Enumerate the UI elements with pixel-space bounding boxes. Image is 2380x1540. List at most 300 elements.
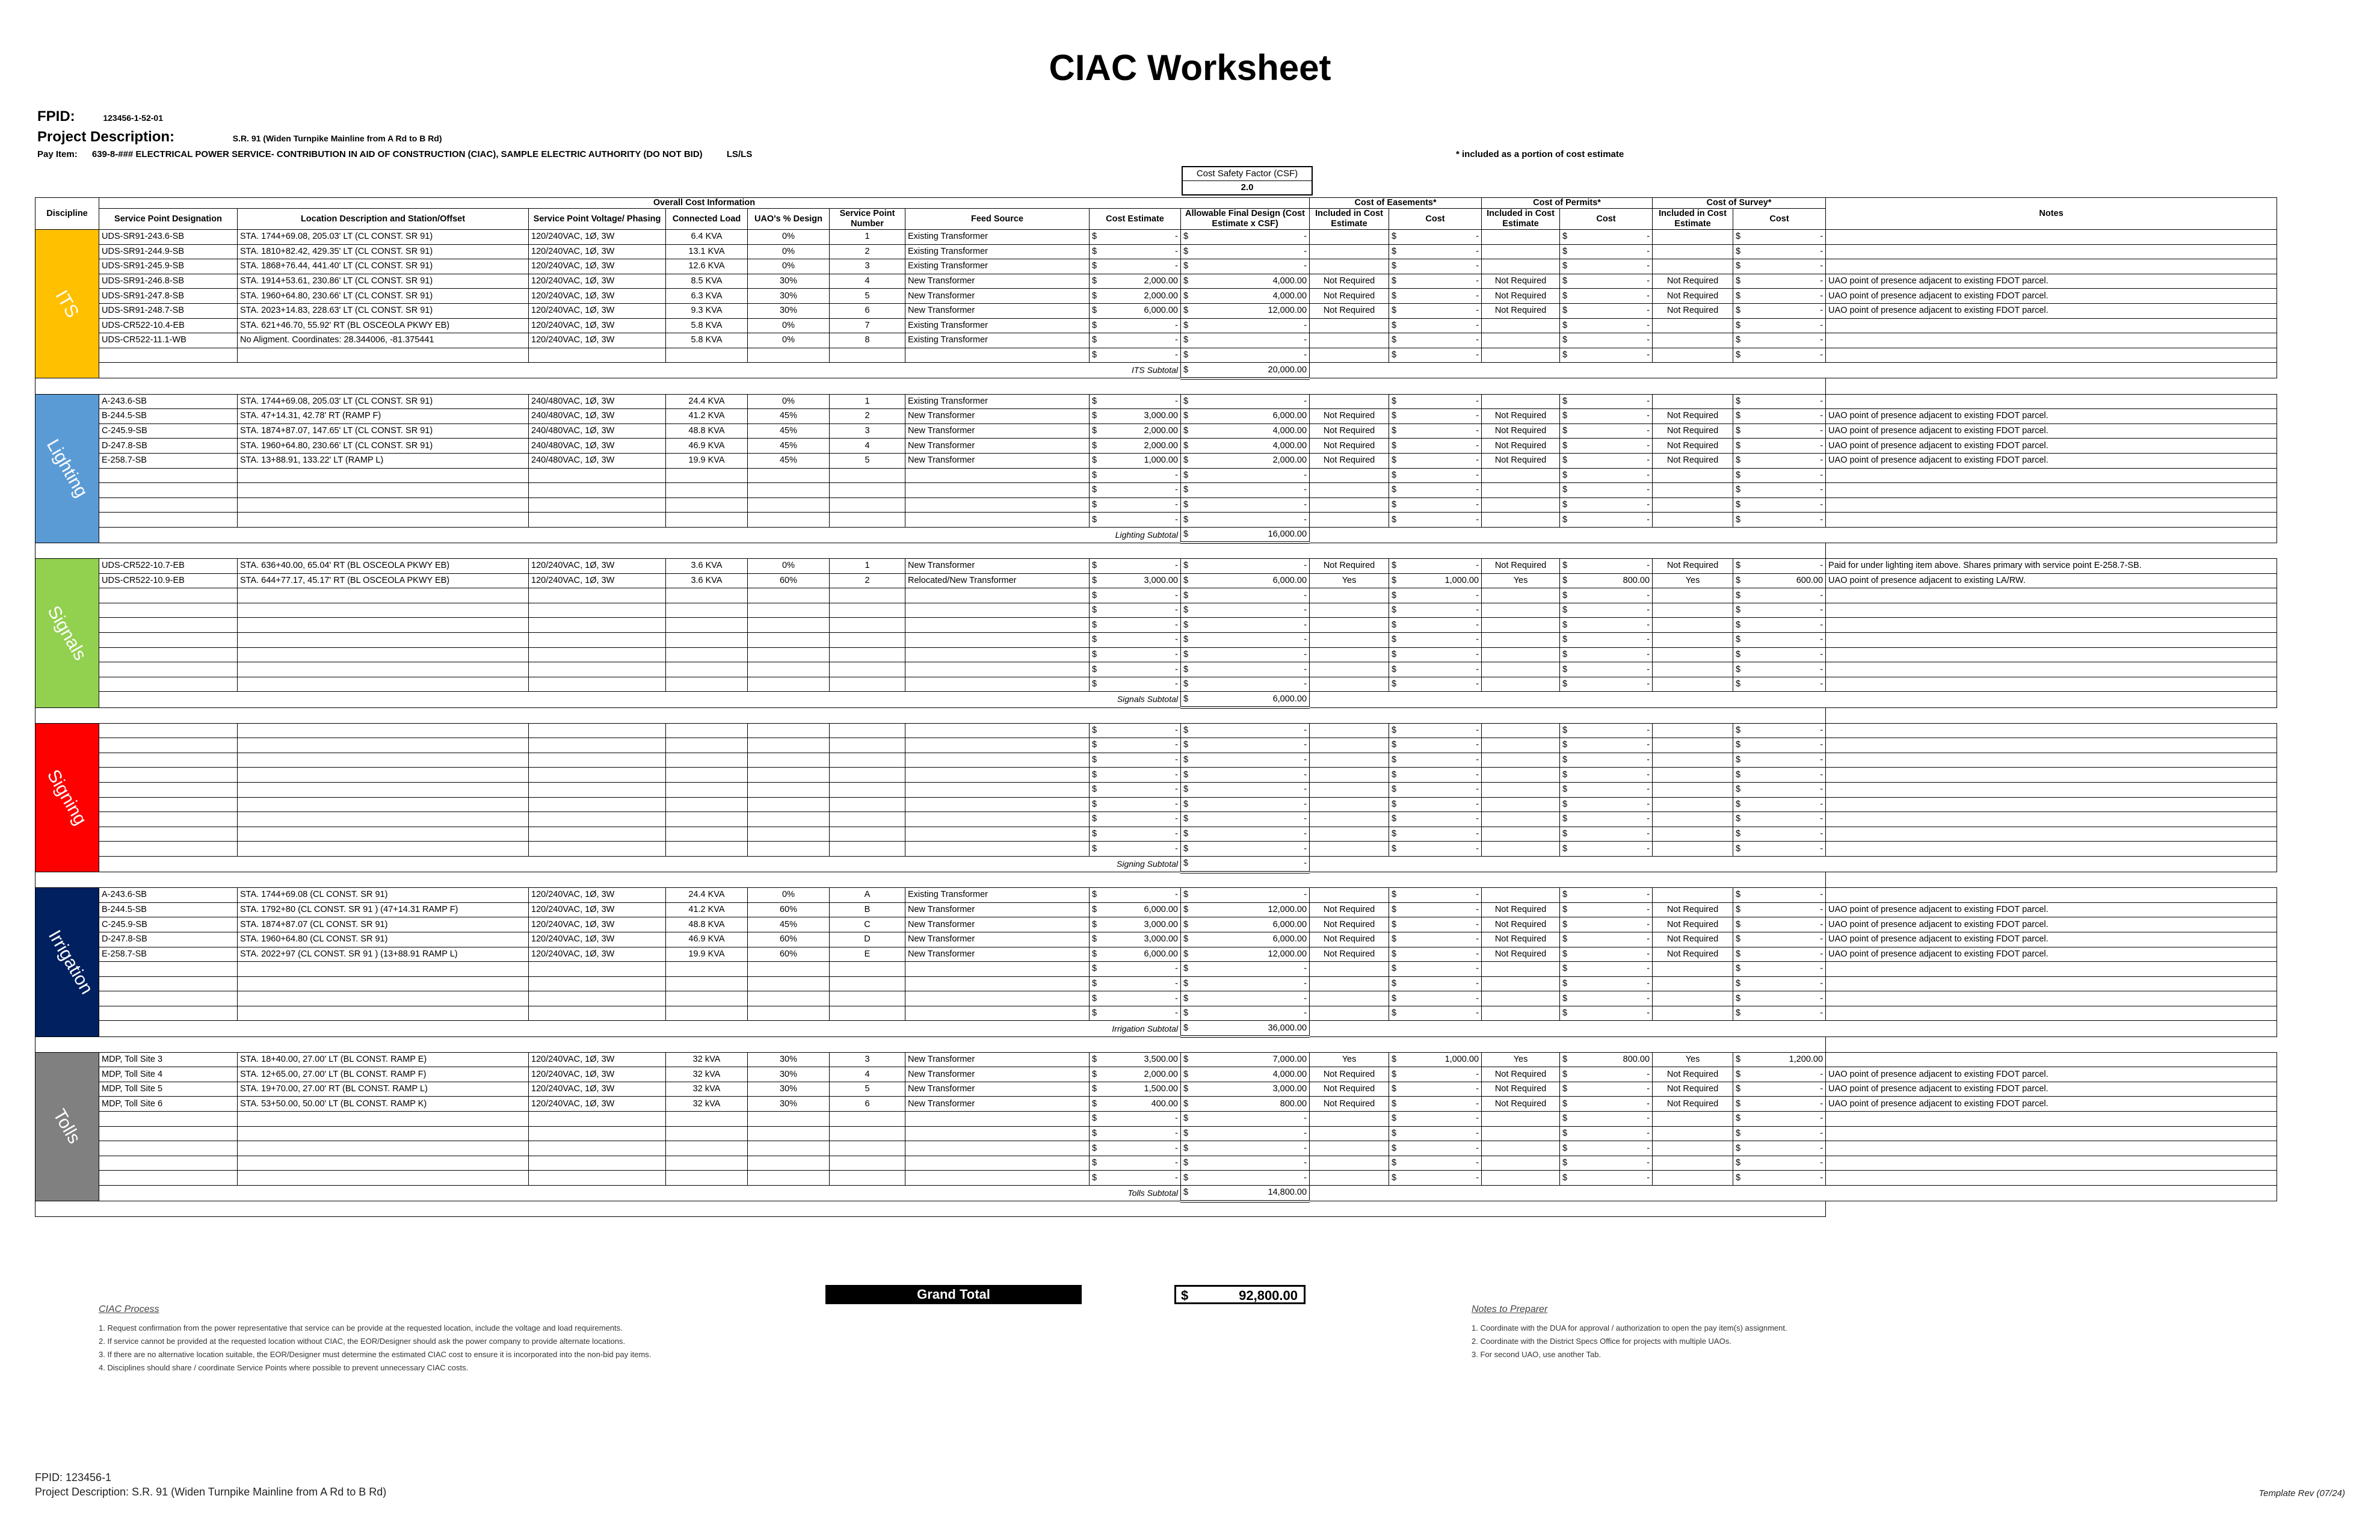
cell-easement-included: Yes [1310, 573, 1389, 588]
table-row [35, 633, 2277, 648]
cell-sp-designation [99, 1171, 238, 1186]
cell-load: 48.8 KVA [666, 917, 748, 932]
cell-survey-included [1653, 244, 1733, 259]
table-row [35, 723, 2277, 738]
ciac-process-item: 3. If there are no alternative location suitable, the EOR/Designer must determine the estimated CIAC cost to ensure it is incorporated into the non-bid pay items. [99, 1350, 652, 1359]
fpid-label: FPID: [37, 108, 75, 125]
footer-project: Project Description: S.R. 91 (Widen Turnpike Mainline from A Rd to B Rd) [35, 1486, 387, 1498]
currency-symbol: $ [1736, 426, 1741, 436]
cell-sp-number [830, 588, 905, 603]
cell-sp-number [830, 1141, 905, 1156]
cell-survey-included [1653, 797, 1733, 812]
amount: - [1647, 679, 1650, 689]
cell-permit-included: Not Required [1482, 1097, 1560, 1112]
cell-load: 19.9 KVA [666, 453, 748, 468]
amount: - [1476, 829, 1479, 839]
cell-allowable [1181, 842, 1310, 857]
cell-load: 12.6 KVA [666, 259, 748, 274]
cell-survey-included [1653, 647, 1733, 662]
amount: - [1820, 470, 1824, 480]
amount: - [1820, 649, 1824, 659]
cell-uao: 60% [748, 947, 830, 962]
cell-permit-cost [1560, 1082, 1653, 1097]
cell-sp-designation [99, 976, 238, 991]
cell-survey-included [1653, 782, 1733, 797]
cell-survey-cost [1733, 947, 1826, 962]
amount: - [1476, 440, 1479, 451]
cell-note [1826, 348, 2277, 363]
cell-load [666, 782, 748, 797]
currency-symbol: $ [1736, 755, 1741, 765]
col-voltage: Service Point Voltage/ Phasing [529, 209, 666, 230]
table-row [35, 244, 2277, 259]
cell-sp-designation [99, 827, 238, 842]
currency-symbol: $ [1183, 561, 1189, 571]
cell-easement-included [1310, 1156, 1389, 1171]
amount: - [1647, 784, 1650, 795]
cell-location [238, 348, 529, 363]
amount: - [1476, 799, 1479, 809]
currency-symbol: $ [1092, 843, 1097, 854]
amount: - [1647, 620, 1650, 630]
cell-easement-included [1310, 753, 1389, 768]
cell-allowable [1181, 483, 1310, 498]
cell-sp-designation: B-244.5-SB [99, 902, 238, 917]
amount: - [1820, 261, 1824, 271]
cell-load [666, 1171, 748, 1186]
currency-symbol: $ [1392, 261, 1397, 271]
amount: - [1175, 964, 1178, 974]
cell-load [666, 1126, 748, 1141]
cell-feed: New Transformer [905, 303, 1090, 318]
table-row [35, 303, 2277, 318]
cell-cost-estimate [1090, 768, 1181, 783]
currency-symbol: $ [1562, 725, 1568, 735]
cell-sp-designation [99, 483, 238, 498]
amount: - [1476, 769, 1479, 780]
section-spacer [35, 1036, 2277, 1052]
cell-sp-designation: B-244.5-SB [99, 409, 238, 424]
currency-symbol: $ [1736, 993, 1741, 1003]
cell-cost-estimate [1090, 259, 1181, 274]
currency-symbol: $ [1562, 635, 1568, 645]
cell-allowable [1181, 633, 1310, 648]
cell-load: 5.8 KVA [666, 318, 748, 333]
currency-symbol: $ [1392, 1143, 1397, 1153]
cell-location: STA. 1744+69.08 (CL CONST. SR 91) [238, 888, 529, 903]
cell-easement-cost [1389, 424, 1482, 439]
cell-cost-estimate [1090, 677, 1181, 692]
amount: - [1647, 470, 1650, 480]
amount: - [1820, 291, 1824, 301]
cell-location: STA. 1960+64.80, 230.66' LT (CL CONST. SR 91) [238, 439, 529, 454]
table-row [35, 289, 2277, 304]
cell-voltage [529, 797, 666, 812]
cell-allowable [1181, 1052, 1310, 1067]
section-spacer [35, 378, 2277, 394]
amount: - [1175, 320, 1178, 330]
currency-symbol: $ [1183, 919, 1189, 929]
cell-allowable [1181, 1112, 1310, 1127]
cell-voltage [529, 633, 666, 648]
cell-sp-designation [99, 768, 238, 783]
cell-permit-included [1482, 662, 1560, 677]
cell-survey-included [1653, 1141, 1733, 1156]
currency-symbol: $ [1183, 291, 1189, 301]
cell-note [1826, 738, 2277, 753]
amount: - [1820, 1098, 1824, 1109]
cell-survey-included: Not Required [1653, 1097, 1733, 1112]
amount: - [1476, 232, 1479, 242]
page-title: CIAC Worksheet [1049, 48, 1331, 88]
cell-load [666, 348, 748, 363]
table-row [35, 259, 2277, 274]
cell-survey-included [1653, 603, 1733, 618]
cell-note [1826, 782, 2277, 797]
cell-voltage [529, 723, 666, 738]
cell-uao [748, 753, 830, 768]
amount: - [1647, 769, 1650, 780]
cell-uao [748, 483, 830, 498]
amount: - [1175, 993, 1178, 1003]
amount: - [1647, 725, 1650, 735]
cell-cost-estimate [1090, 1067, 1181, 1082]
table-row [35, 409, 2277, 424]
amount: - [1476, 934, 1479, 944]
cell-easement-cost [1389, 932, 1482, 947]
col-permit-included: Included in Cost Estimate [1482, 209, 1560, 230]
cell-easement-included: Not Required [1310, 932, 1389, 947]
cell-survey-cost [1733, 453, 1826, 468]
amount: - [1647, 246, 1650, 256]
cell-load [666, 677, 748, 692]
cell-easement-included [1310, 662, 1389, 677]
cell-permit-included [1482, 1112, 1560, 1127]
cell-permit-included [1482, 647, 1560, 662]
cell-location [238, 1006, 529, 1021]
table-row [35, 603, 2277, 618]
currency-symbol: $ [1092, 1143, 1097, 1153]
cell-permit-included: Not Required [1482, 1082, 1560, 1097]
amount: - [1820, 964, 1824, 974]
amount: 6,000.00 [1272, 919, 1307, 929]
cell-easement-included: Not Required [1310, 303, 1389, 318]
currency-symbol: $ [1562, 1172, 1568, 1183]
cell-sp-number: 3 [830, 424, 905, 439]
currency-symbol: $ [1562, 799, 1568, 809]
cell-permit-included [1482, 603, 1560, 618]
cell-easement-included: Not Required [1310, 409, 1389, 424]
amount: - [1476, 246, 1479, 256]
currency-symbol: $ [1183, 740, 1189, 750]
section-spacer-cell [35, 707, 1826, 723]
cell-sp-number [830, 827, 905, 842]
cell-permit-cost [1560, 424, 1653, 439]
amount: - [1647, 455, 1650, 466]
table-row [35, 976, 2277, 991]
col-allowable: Allowable Final Design (Cost Estimate x CSF) [1181, 209, 1310, 230]
cell-permit-included [1482, 842, 1560, 857]
subtotal-spacer [1310, 1021, 2277, 1036]
cell-permit-cost [1560, 888, 1653, 903]
currency-symbol: $ [1562, 350, 1568, 360]
cell-easement-included: Not Required [1310, 902, 1389, 917]
section-spacer-cell [35, 1036, 1826, 1052]
currency-symbol: $ [1183, 1113, 1189, 1124]
currency-symbol: $ [1183, 320, 1189, 330]
cell-easement-cost [1389, 483, 1482, 498]
currency-symbol: $ [1736, 784, 1741, 795]
cell-allowable [1181, 497, 1310, 513]
currency-symbol: $ [1183, 411, 1189, 421]
project-row [37, 129, 442, 146]
cell-easement-included [1310, 677, 1389, 692]
currency-symbol: $ [1736, 590, 1741, 600]
discipline-label [35, 559, 99, 707]
cell-permit-cost [1560, 394, 1653, 409]
amount: - [1175, 514, 1178, 525]
cell-permit-cost [1560, 453, 1653, 468]
cell-voltage: 120/240VAC, 1Ø, 3W [529, 573, 666, 588]
amount: - [1476, 291, 1479, 301]
currency-symbol: $ [1092, 426, 1097, 436]
currency-symbol: $ [1092, 261, 1097, 271]
cell-uao [748, 588, 830, 603]
amount: - [1476, 605, 1479, 615]
cell-survey-included [1653, 768, 1733, 783]
cell-feed [905, 513, 1090, 528]
amount: - [1304, 350, 1307, 360]
subtotal-spacer [1310, 692, 2277, 707]
cell-feed [905, 497, 1090, 513]
cell-permit-included [1482, 513, 1560, 528]
currency-symbol: $ [1736, 605, 1741, 615]
currency-symbol: $ [1736, 679, 1741, 689]
cell-load [666, 633, 748, 648]
ciac-process-item: 4. Disciplines should share / coordinate Service Points where possible to prevent unnecessary CIAC costs. [99, 1363, 469, 1372]
cell-voltage [529, 768, 666, 783]
cell-voltage [529, 618, 666, 633]
table-row [35, 274, 2277, 289]
preparer-notes-item: 2. Coordinate with the District Specs Office for projects with multiple UAOs. [1472, 1337, 1731, 1346]
cell-feed: New Transformer [905, 424, 1090, 439]
amount: - [1820, 396, 1824, 406]
section-spacer [35, 543, 2277, 558]
currency-symbol: $ [1392, 276, 1397, 286]
cell-easement-included [1310, 259, 1389, 274]
currency-symbol: $ [1183, 814, 1189, 824]
cell-allowable [1181, 424, 1310, 439]
amount: - [1820, 905, 1824, 915]
cell-easement-cost [1389, 439, 1482, 454]
cell-location [238, 827, 529, 842]
cell-permit-included [1482, 618, 1560, 633]
cell-survey-cost [1733, 468, 1826, 483]
subtotal-label: Irrigation Subtotal [99, 1021, 1181, 1036]
amount: - [1175, 499, 1178, 510]
cell-location [238, 1156, 529, 1171]
amount: 7,000.00 [1272, 1054, 1307, 1064]
cell-feed: New Transformer [905, 1097, 1090, 1112]
cell-uao: 60% [748, 932, 830, 947]
cell-sp-number [830, 768, 905, 783]
currency-symbol: $ [1562, 499, 1568, 510]
subtotal-row [35, 1186, 2277, 1201]
cell-survey-included [1653, 1006, 1733, 1021]
cell-easement-included [1310, 483, 1389, 498]
amount: - [1476, 276, 1479, 286]
amount: - [1647, 890, 1650, 900]
amount: 12,000.00 [1268, 949, 1307, 959]
cell-permit-included: Not Required [1482, 902, 1560, 917]
cell-survey-included [1653, 962, 1733, 977]
cell-survey-cost [1733, 513, 1826, 528]
cell-survey-cost [1733, 230, 1826, 245]
cell-voltage: 120/240VAC, 1Ø, 3W [529, 289, 666, 304]
cell-permit-cost [1560, 230, 1653, 245]
cell-voltage: 120/240VAC, 1Ø, 3W [529, 917, 666, 932]
amount: - [1476, 784, 1479, 795]
cell-survey-cost [1733, 1006, 1826, 1021]
currency-symbol: $ [1392, 306, 1397, 316]
cell-feed [905, 723, 1090, 738]
currency-symbol: $ [1092, 993, 1097, 1003]
footer-template-rev: Template Rev (07/24) [2258, 1488, 2345, 1498]
amount: - [1304, 784, 1307, 795]
cell-easement-cost [1389, 1082, 1482, 1097]
currency-symbol: $ [1183, 755, 1189, 765]
cell-sp-designation [99, 677, 238, 692]
currency-symbol: $ [1736, 1143, 1741, 1153]
cell-survey-cost [1733, 976, 1826, 991]
subtotal-row [35, 692, 2277, 707]
cell-permit-included: Not Required [1482, 289, 1560, 304]
cell-survey-cost [1733, 274, 1826, 289]
amount: - [1647, 664, 1650, 674]
currency-symbol: $ [1736, 1069, 1741, 1079]
cell-permit-included: Not Required [1482, 947, 1560, 962]
cell-sp-designation [99, 738, 238, 753]
cell-easement-included [1310, 1171, 1389, 1186]
currency-symbol: $ [1092, 470, 1097, 480]
cell-uao [748, 962, 830, 977]
discipline-name: Irrigation [44, 926, 97, 998]
currency-symbol: $ [1392, 335, 1397, 345]
cell-survey-cost [1733, 633, 1826, 648]
cell-location: STA. 644+77.17, 45.17' RT (BL OSCEOLA PKWY EB) [238, 573, 529, 588]
cell-feed: New Transformer [905, 289, 1090, 304]
cell-load: 32 kVA [666, 1082, 748, 1097]
currency-symbol: $ [1183, 426, 1189, 436]
amount: - [1175, 1172, 1178, 1183]
currency-symbol: $ [1562, 276, 1568, 286]
cell-survey-included: Yes [1653, 1052, 1733, 1067]
cell-easement-included [1310, 513, 1389, 528]
currency-symbol: $ [1183, 993, 1189, 1003]
cell-location: STA. 1744+69.08, 205.03' LT (CL CONST. SR 91) [238, 230, 529, 245]
amount: 3,000.00 [1144, 919, 1178, 929]
cell-note: UAO point of presence adjacent to existing FDOT parcel. [1826, 1082, 2277, 1097]
cell-allowable [1181, 1156, 1310, 1171]
table-row [35, 962, 2277, 977]
cell-load [666, 962, 748, 977]
cell-survey-cost [1733, 962, 1826, 977]
cell-voltage: 120/240VAC, 1Ø, 3W [529, 947, 666, 962]
table-row [35, 513, 2277, 528]
cell-survey-cost [1733, 439, 1826, 454]
cell-easement-cost [1389, 318, 1482, 333]
amount: - [1175, 649, 1178, 659]
amount: - [1647, 605, 1650, 615]
cell-allowable [1181, 782, 1310, 797]
currency-symbol: $ [1392, 1069, 1397, 1079]
amount: - [1304, 561, 1307, 571]
currency-symbol: $ [1392, 635, 1397, 645]
cell-permit-cost [1560, 618, 1653, 633]
cell-sp-designation: E-258.7-SB [99, 947, 238, 962]
cell-easement-included: Not Required [1310, 1082, 1389, 1097]
amount: - [1820, 679, 1824, 689]
table-row [35, 559, 2277, 574]
cell-survey-cost [1733, 259, 1826, 274]
discipline-name: Lighting [42, 436, 92, 501]
cell-allowable [1181, 827, 1310, 842]
cell-easement-cost [1389, 677, 1482, 692]
cell-cost-estimate [1090, 662, 1181, 677]
cell-location [238, 991, 529, 1006]
currency-symbol: $ [1183, 843, 1189, 854]
currency-symbol: $ [1562, 485, 1568, 495]
preparer-notes-item: 1. Coordinate with the DUA for approval / authorization to open the pay item(s) assignment. [1472, 1323, 1787, 1332]
amount: - [1304, 799, 1307, 809]
cell-sp-designation: UDS-SR91-246.8-SB [99, 274, 238, 289]
cell-permit-included: Not Required [1482, 917, 1560, 932]
cell-easement-included: Not Required [1310, 559, 1389, 574]
discipline-name: Tolls [49, 1106, 85, 1148]
col-survey-included: Included in Cost Estimate [1653, 209, 1733, 230]
cell-sp-number [830, 1006, 905, 1021]
currency-symbol: $ [1392, 396, 1397, 406]
cell-survey-included: Not Required [1653, 917, 1733, 932]
cell-sp-number: 4 [830, 1067, 905, 1082]
cell-easement-cost [1389, 244, 1482, 259]
cell-note [1826, 723, 2277, 738]
cell-cost-estimate [1090, 453, 1181, 468]
currency-symbol: $ [1562, 964, 1568, 974]
cell-easement-cost [1389, 917, 1482, 932]
cell-load [666, 976, 748, 991]
cell-load: 24.4 KVA [666, 394, 748, 409]
subtotal-label: Signals Subtotal [99, 692, 1181, 707]
cell-feed: New Transformer [905, 1082, 1090, 1097]
currency-symbol: $ [1562, 561, 1568, 571]
subtotal-spacer [1310, 1186, 2277, 1201]
currency-symbol: $ [1392, 664, 1397, 674]
preparer-notes-item: 3. For second UAO, use another Tab. [1472, 1350, 1602, 1359]
cell-survey-cost [1733, 303, 1826, 318]
cell-uao [748, 976, 830, 991]
currency-symbol: $ [1092, 411, 1097, 421]
cell-voltage: 120/240VAC, 1Ø, 3W [529, 230, 666, 245]
currency-symbol: $ [1562, 843, 1568, 854]
currency-symbol: $ [1392, 1084, 1397, 1094]
amount: - [1304, 590, 1307, 600]
cell-allowable [1181, 453, 1310, 468]
currency-symbol: $ [1183, 529, 1189, 540]
cell-sp-number [830, 738, 905, 753]
col-location: Location Description and Station/Offset [238, 209, 529, 230]
cell-location: STA. 2023+14.83, 228.63' LT (CL CONST. SR 91) [238, 303, 529, 318]
